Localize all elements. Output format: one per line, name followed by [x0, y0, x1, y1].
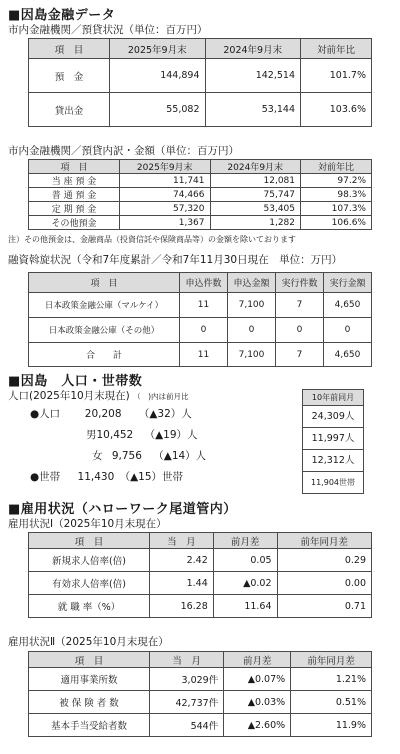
cell-value: 106.6%: [301, 216, 372, 230]
cell-value: 101.7%: [301, 59, 372, 93]
female-diff: （▲14）人: [153, 450, 207, 462]
employment-1-table: [28, 532, 372, 618]
cell-value: 98.3%: [301, 188, 372, 202]
employment-2-table: [28, 651, 372, 737]
col-header: 対前年比: [301, 160, 372, 174]
table-row: [29, 216, 372, 230]
table-row: [29, 188, 372, 202]
cell-value: ▲0.07%: [224, 668, 291, 691]
breakdown-table: [28, 159, 372, 230]
table-row: [29, 93, 372, 127]
cell-value: 0.05: [213, 549, 277, 572]
table-row: [29, 318, 372, 343]
households-row: [30, 469, 183, 484]
cell-value: 3,029件: [150, 668, 224, 691]
cell-value: 107.3%: [301, 202, 372, 216]
population-female-row: [92, 448, 206, 463]
row-label: 普 通 預 金: [29, 188, 120, 202]
table-row: [29, 668, 372, 691]
row-label: 日本政策金融公庫（マルケイ）: [29, 293, 180, 318]
table-row: [29, 343, 372, 367]
loan-mediation-table: [28, 272, 372, 367]
breakdown-caption: 市内金融機関／預貸内訳・金額（単位：百万円）: [8, 145, 239, 157]
female-label: 女: [92, 450, 103, 462]
male-value: 10,452: [96, 429, 134, 441]
row-label: 当 座 預 金: [29, 174, 120, 188]
population-male-row: [86, 427, 198, 442]
col-header: 項 目: [29, 39, 110, 59]
cell-value: 0.71: [277, 595, 371, 618]
col-header: 申込件数: [180, 273, 228, 293]
table-row: [29, 595, 372, 618]
table-row: [29, 59, 372, 93]
ten-years-population: 24,309人: [303, 406, 363, 428]
households-value: 11,430: [77, 471, 115, 483]
population-value: 20,208: [84, 408, 122, 420]
cell-value: 0: [228, 318, 276, 343]
col-header: 前年同月差: [277, 533, 371, 549]
population-total-row: [30, 406, 192, 421]
ten-years-households: 11,904世帯: [303, 472, 363, 494]
cell-value: 2.42: [150, 549, 214, 572]
cell-value: 53,405: [210, 202, 301, 216]
male-label: 男: [86, 429, 97, 441]
population-caption: [8, 388, 189, 403]
cell-value: 55,082: [110, 93, 206, 127]
cell-value: 1.44: [150, 572, 214, 595]
row-label: 被 保 険 者 数: [29, 691, 150, 714]
cell-value: ▲0.02: [213, 572, 277, 595]
col-header: 前月差: [224, 652, 291, 668]
cell-value: 7,100: [228, 343, 276, 367]
col-header: 実行件数: [276, 273, 324, 293]
population-note: （ )内は前月比: [133, 392, 189, 401]
row-label: 合 計: [29, 343, 180, 367]
table-header-row: [29, 652, 372, 668]
cell-value: 1,282: [210, 216, 301, 230]
cell-value: 53,144: [205, 93, 301, 127]
row-label: 日本政策金融公庫（その他）: [29, 318, 180, 343]
cell-value: 144,894: [110, 59, 206, 93]
table-row: [29, 549, 372, 572]
col-header: 2025年9月末: [110, 39, 206, 59]
table-row: [29, 572, 372, 595]
col-header: 2024年9月末: [205, 39, 301, 59]
cell-value: 74,466: [120, 188, 211, 202]
cell-value: 97.2%: [301, 174, 372, 188]
employment-1-caption: 雇用状況Ⅰ（2025年10月末現在）: [8, 518, 167, 530]
row-label: 適用事業所数: [29, 668, 150, 691]
ten-years-male: 11,997人: [303, 428, 363, 450]
cell-value: 1.21%: [291, 668, 372, 691]
table-row: [29, 293, 372, 318]
cell-value: 4,650: [324, 343, 372, 367]
col-header: 前月差: [213, 533, 277, 549]
col-header: 2025年9月末: [120, 160, 211, 174]
households-label: ●世帯: [30, 471, 61, 483]
section-title-employment: ■雇用状況（ハローワーク尾道管内）: [8, 502, 237, 517]
cell-value: 75,747: [210, 188, 301, 202]
cell-value: 11: [180, 343, 228, 367]
col-header: 実行金額: [324, 273, 372, 293]
deposit-loan-table: [28, 38, 372, 127]
row-label: その他預金: [29, 216, 120, 230]
cell-value: 0: [180, 318, 228, 343]
cell-value: 7: [276, 293, 324, 318]
table-row: [29, 691, 372, 714]
cell-value: 11.64: [213, 595, 277, 618]
households-diff: （▲15）世帯: [119, 471, 184, 483]
cell-value: 4,650: [324, 293, 372, 318]
col-header: 2024年9月末: [210, 160, 301, 174]
table-header-row: [29, 39, 372, 59]
cell-value: 142,514: [205, 59, 301, 93]
row-label: 就 職 率（%）: [29, 595, 150, 618]
table-header-row: [29, 160, 372, 174]
population-diff: （▲32）人: [138, 408, 192, 420]
col-header: 項 目: [29, 652, 150, 668]
col-header: 項 目: [29, 160, 120, 174]
cell-value: 0.00: [277, 572, 371, 595]
cell-value: 42,737件: [150, 691, 224, 714]
cell-value: 103.6%: [301, 93, 372, 127]
section-title-finance: ■因島金融データ: [8, 8, 116, 23]
col-header: 申込金額: [228, 273, 276, 293]
col-header: 項 目: [29, 273, 180, 293]
row-label: 預 金: [29, 59, 110, 93]
col-header: 前年同月差: [291, 652, 372, 668]
cell-value: 0: [324, 318, 372, 343]
row-label: 基本手当受給者数: [29, 714, 150, 737]
col-header: 当 月: [150, 652, 224, 668]
table-row: [29, 202, 372, 216]
breakdown-note: 注）その他預金は、金融商品（投資信託や保険商品等）の金額を除いております: [8, 235, 296, 244]
cell-value: 7,100: [228, 293, 276, 318]
section-title-population: ■因島 人口・世帯数: [8, 374, 143, 389]
table-header-row: [29, 533, 372, 549]
cell-value: 1,367: [120, 216, 211, 230]
population-label: ●人口: [30, 408, 61, 420]
col-header: 対前年比: [301, 39, 372, 59]
ten-years-ago-box: [302, 389, 364, 494]
cell-value: 11: [180, 293, 228, 318]
population-date: 人口(2025年10月末現在): [8, 390, 130, 402]
deposit-loan-caption: 市内金融機関／預貸状況（単位：百万円）: [8, 24, 208, 36]
male-diff: （▲19）人: [144, 429, 198, 441]
table-row: [29, 174, 372, 188]
row-label: 有効求人倍率(倍): [29, 572, 150, 595]
loan-mediation-caption: 融資斡旋状況（令和7年度累計／令和7年11月30日現在 単位：万円）: [8, 254, 343, 266]
employment-2-caption: 雇用状況Ⅱ（2025年10月末現在）: [8, 636, 169, 648]
cell-value: ▲0.03%: [224, 691, 291, 714]
cell-value: 7: [276, 343, 324, 367]
cell-value: 12,081: [210, 174, 301, 188]
col-header: 項 目: [29, 533, 150, 549]
female-value: 9,756: [111, 450, 142, 462]
cell-value: 57,320: [120, 202, 211, 216]
cell-value: 0.29: [277, 549, 371, 572]
cell-value: 0.51%: [291, 691, 372, 714]
cell-value: ▲2.60%: [224, 714, 291, 737]
cell-value: 16.28: [150, 595, 214, 618]
ten-years-ago-header: 10年前同月: [303, 390, 363, 406]
cell-value: 544件: [150, 714, 224, 737]
row-label: 貸出金: [29, 93, 110, 127]
row-label: 新規求人倍率(倍): [29, 549, 150, 572]
row-label: 定 期 預 金: [29, 202, 120, 216]
cell-value: 11,741: [120, 174, 211, 188]
table-row: [29, 714, 372, 737]
table-header-row: [29, 273, 372, 293]
cell-value: 0: [276, 318, 324, 343]
cell-value: 11.9%: [291, 714, 372, 737]
col-header: 当 月: [150, 533, 214, 549]
ten-years-female: 12,312人: [303, 450, 363, 472]
